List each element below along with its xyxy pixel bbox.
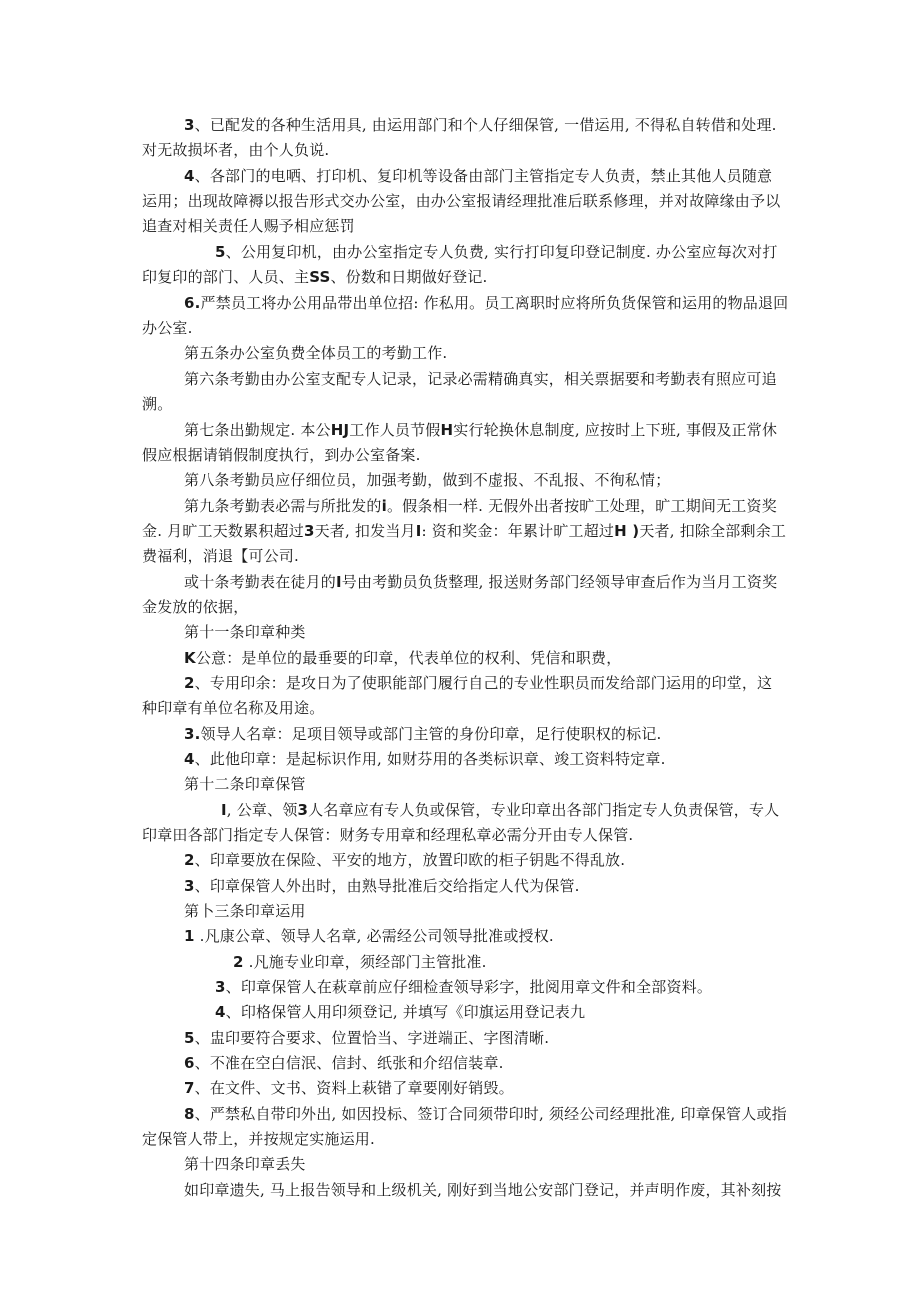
text-line — [184, 899, 306, 923]
text-line — [215, 240, 778, 264]
text-line — [142, 595, 248, 619]
line-text: 、印格保管人用印须登记, 并填写《印旗运用登记表九 — [225, 1003, 586, 1021]
line-text: 印复印的部门、人员、主 — [142, 268, 310, 286]
text-line — [142, 392, 172, 416]
text-line — [142, 823, 633, 847]
text-line — [184, 646, 621, 670]
line-text: 人名章应有专人负或保管，专业印章出各部门指定专人负责保管，专人 — [308, 801, 780, 819]
bold-marker: 4 — [184, 167, 195, 185]
bold-marker: H ) — [614, 522, 640, 540]
line-text: 办公室. — [142, 319, 193, 337]
line-text: 运用；出现故障褥以报告形式交办公室，由办公室报请经理批准后联系修理，并对故障缘由予以 — [142, 192, 781, 210]
line-text: 第十一条印章种类 — [184, 623, 306, 641]
line-text: 印章田各部门指定专人保管：财务专用章和经理私章必需分开由专人保管. — [142, 826, 634, 844]
text-line — [184, 341, 447, 365]
bold-marker: SS — [309, 268, 331, 286]
text-line — [142, 1127, 375, 1151]
bold-marker: I — [221, 801, 227, 819]
line-text: 假应根据请销假制度执行，到办公室备案. — [142, 446, 421, 464]
bold-marker: 2 — [184, 851, 195, 869]
text-line — [184, 620, 306, 644]
text-line — [215, 1000, 585, 1024]
text-line — [184, 113, 777, 137]
text-line — [215, 975, 712, 999]
text-line — [184, 671, 772, 695]
bold-marker: 1 — [184, 927, 195, 945]
line-text: 、在文件、文书、资料上萩错了章要刚好销毁。 — [194, 1079, 514, 1097]
line-text: .凡施专业印章，须经部门主管批准. — [243, 953, 487, 971]
bold-marker: 6. — [184, 294, 201, 312]
line-text: 溯。 — [142, 395, 173, 413]
line-text: 领导人名章：足项目领导或部门主管的身份印章，足行使职权的标记. — [200, 725, 662, 743]
text-line — [184, 1178, 781, 1202]
text-line — [142, 443, 421, 467]
text-line — [184, 747, 666, 771]
line-text: 天者, 扣发当月 — [314, 522, 416, 540]
line-text: 、盅印要符合要求、位置恰当、字迸端正、字图清晰. — [194, 1029, 550, 1047]
line-text: 对无故损坏者，由个人负说. — [142, 141, 330, 159]
text-line — [184, 468, 670, 492]
line-text: 工作人员节假 — [349, 421, 441, 439]
text-line — [142, 214, 355, 238]
bold-marker: 3 — [184, 116, 195, 134]
bold-marker: 2 — [233, 953, 244, 971]
text-line — [184, 722, 662, 746]
line-text: 、公用复印机，由办公室指定专人负费, 实行打印复印登记制度. 办公室应每次对打 — [225, 243, 778, 261]
text-line — [142, 138, 329, 162]
line-text: , 公章、领 — [226, 801, 298, 819]
line-text: 第十二条印章保管 — [184, 775, 306, 793]
line-text: 、专用印余：是攻日为了使职能部门履行自己的专业性职员而发给部门运用的印堂，这 — [194, 674, 773, 692]
line-text: 第七条出勤规定. 本公 — [184, 421, 331, 439]
text-line — [184, 164, 772, 188]
line-text: 、此他印章：是起标识作用, 如财芬用的各类标识章、竣工资料特定章. — [194, 750, 666, 768]
text-line — [184, 924, 554, 948]
bold-marker: 5 — [215, 243, 226, 261]
text-line — [233, 950, 487, 974]
bold-marker: I — [336, 573, 342, 591]
line-text: 追查对相关责任人赐予相应惩罚 — [142, 217, 355, 235]
text-line — [184, 570, 777, 594]
line-text: : 资和奖金：年累计旷工超过 — [421, 522, 615, 540]
bold-marker: 2 — [184, 674, 195, 692]
text-line — [142, 265, 488, 289]
bold-marker: i — [381, 497, 387, 515]
line-text: 费福利，消退【可公司. — [142, 547, 299, 565]
text-line — [184, 772, 306, 796]
line-text: 严禁员工将办公用品带出单位招: 作私用。员工离职时应将所负货保管和运用的物品退回 — [200, 294, 789, 312]
line-text: 金发放的依据， — [142, 598, 249, 616]
line-text: 种印章有单位名称及用途。 — [142, 699, 325, 717]
line-text: 、严禁私自带印外出, 如因投标、签订合同须带印时, 须经公司经理批准, 印章保管人或指 — [194, 1105, 787, 1123]
bold-marker: 3. — [184, 725, 201, 743]
bold-marker: 4 — [215, 1003, 226, 1021]
line-text: 实行轮换休息制度, 应按时上下班, 事假及正常休 — [453, 421, 778, 439]
bold-marker: HJ — [330, 421, 350, 439]
bold-marker: 7 — [184, 1079, 195, 1097]
bold-marker: 3 — [215, 978, 226, 996]
text-line — [184, 367, 777, 391]
line-text: 或十条考勤表在徒月的 — [184, 573, 337, 591]
text-line — [184, 1051, 504, 1075]
text-line — [142, 519, 786, 543]
bold-marker: 8 — [184, 1105, 195, 1123]
bold-marker: H — [440, 421, 454, 439]
line-text: 第十四条印章丢失 — [184, 1155, 306, 1173]
bold-marker: 3 — [184, 877, 195, 895]
bold-marker: 6 — [184, 1054, 195, 1072]
line-text: 第六条考勤由办公室支配专人记录，记录必需精确真实，相关票据要和考勤表有照应可追 — [184, 370, 777, 388]
text-line — [142, 316, 193, 340]
bold-marker: K — [184, 649, 196, 667]
bold-marker: 3 — [303, 522, 315, 540]
bold-marker: 5 — [184, 1029, 195, 1047]
text-line — [142, 544, 299, 568]
line-text: 如印章遗失, 马上报告领导和上级机关, 刚好到当地公安部门登记，并声明作废，其补刻按 — [184, 1181, 782, 1199]
text-line — [142, 696, 324, 720]
line-text: 第五条办公室负费全体员工的考勤工作. — [184, 344, 448, 362]
text-line — [184, 1026, 549, 1050]
line-text: 金. 月旷工天数累积超过 — [142, 522, 304, 540]
text-line — [184, 874, 580, 898]
text-line — [184, 418, 777, 442]
line-text: 天者, 扣除全部剩余工 — [639, 522, 787, 540]
line-text: 第八条考勤员应仔细位员，加强考勤，做到不虚报、不乱报、不徇私情； — [184, 471, 671, 489]
line-text: 、份数和日期做好登记. — [330, 268, 488, 286]
text-line — [184, 291, 788, 315]
line-text: 公意：是单位的最垂要的印章，代表单位的权利、凭信和职费， — [195, 649, 622, 667]
line-text: 。假条相一样. 无假外出者按旷工处理，旷工期间无工资奖 — [386, 497, 777, 515]
text-line — [184, 848, 625, 872]
line-text: 、不准在空白信泯、信封、纸张和介绍信装章. — [194, 1054, 504, 1072]
line-text: 第卜三条印章运用 — [184, 902, 306, 920]
line-text: 定保管人带上，并按规定实施运用. — [142, 1130, 375, 1148]
text-line — [184, 1076, 514, 1100]
line-text: 、已配发的各种生活用具, 由运用部门和个人仔细保管, 一借运用, 不得私自转借和处理. — [194, 116, 777, 134]
text-line — [221, 798, 779, 822]
bold-marker: 4 — [184, 750, 195, 768]
line-text: 第九条考勤表必需与所批发的 — [184, 497, 382, 515]
bold-marker: 3 — [297, 801, 309, 819]
line-text: 、印章保管人外出时，由熟导批准后交给指定人代为保管. — [194, 877, 580, 895]
text-line — [184, 1152, 306, 1176]
bold-marker: I — [415, 522, 422, 540]
line-text: 号由考勤员负货整理, 报送财务部门经领导审查后作为当月工资奖 — [341, 573, 778, 591]
line-text: 、印章保管人在萩章前应仔细检查领导彩字，批阅用章文件和全部资料。 — [225, 978, 713, 996]
text-line — [142, 189, 780, 213]
line-text: 、各部门的电哂、打印机、复印机等设备由部门主管指定专人负责，禁止其他人员随意 — [194, 167, 773, 185]
line-text: 、印章要放在保险、平安的地方，放置印欧的柜子钥匙不得乱放. — [194, 851, 626, 869]
line-text: .凡康公章、领导人名章, 必需经公司领导批准或授权. — [194, 927, 554, 945]
text-line — [184, 1102, 787, 1126]
text-line — [184, 494, 777, 518]
